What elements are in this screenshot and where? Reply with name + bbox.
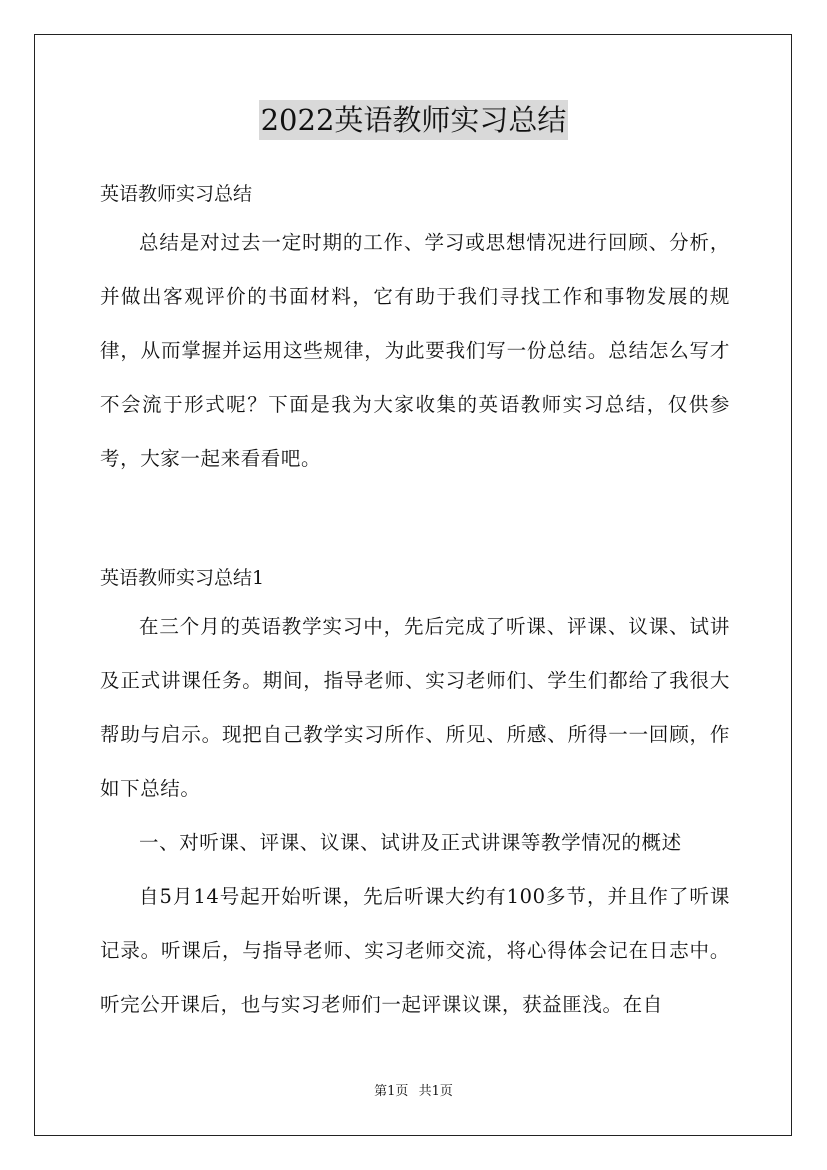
intro-heading: 英语教师实习总结: [100, 183, 253, 205]
section1-paragraph-2: 自5月14号起开始听课，先后听课大约有100多节，并且作了听课记录。听课后，与指导老师、实习老师交流，将心得体会记在日志中。听完公开课后，也与实习老师们一起评课议课，获益匪浅。在自: [100, 885, 730, 1016]
intro-paragraph: 总结是对过去一定时期的工作、学习或思想情况进行回顾、分析，并做出客观评价的书面材料，它有助于我们寻找工作和事物发展的规律，从而掌握并运用这些规律，为此要我们写一份总结。总结怎么写才不会流于形式呢？下面是我为大家收集的英语教师实习总结，仅供参考，大家一起来看看吧。: [100, 231, 730, 470]
page-number: 第1页: [374, 1084, 409, 1099]
section-gap: [100, 486, 730, 556]
page-total: 共1页: [418, 1084, 453, 1099]
document-title: 2022英语教师实习总结: [259, 100, 569, 140]
document-body: [100, 172, 730, 1032]
section1-paragraph-1: 在三个月的英语教学实习中，先后完成了听课、评课、议课、试讲及正式讲课任务。期间，指导老师、实习老师们、学生们都给了我很大帮助与启示。现把自己教学实习所作、所见、所感、所得一一回顾，作如下总结。: [100, 615, 730, 800]
section1-subheading: 一、对听课、评课、议课、试讲及正式讲课等教学情况的概述: [139, 831, 682, 854]
title-wrap: [0, 100, 827, 140]
page-footer: [0, 1082, 827, 1102]
section1-heading: 英语教师实习总结1: [100, 567, 265, 589]
